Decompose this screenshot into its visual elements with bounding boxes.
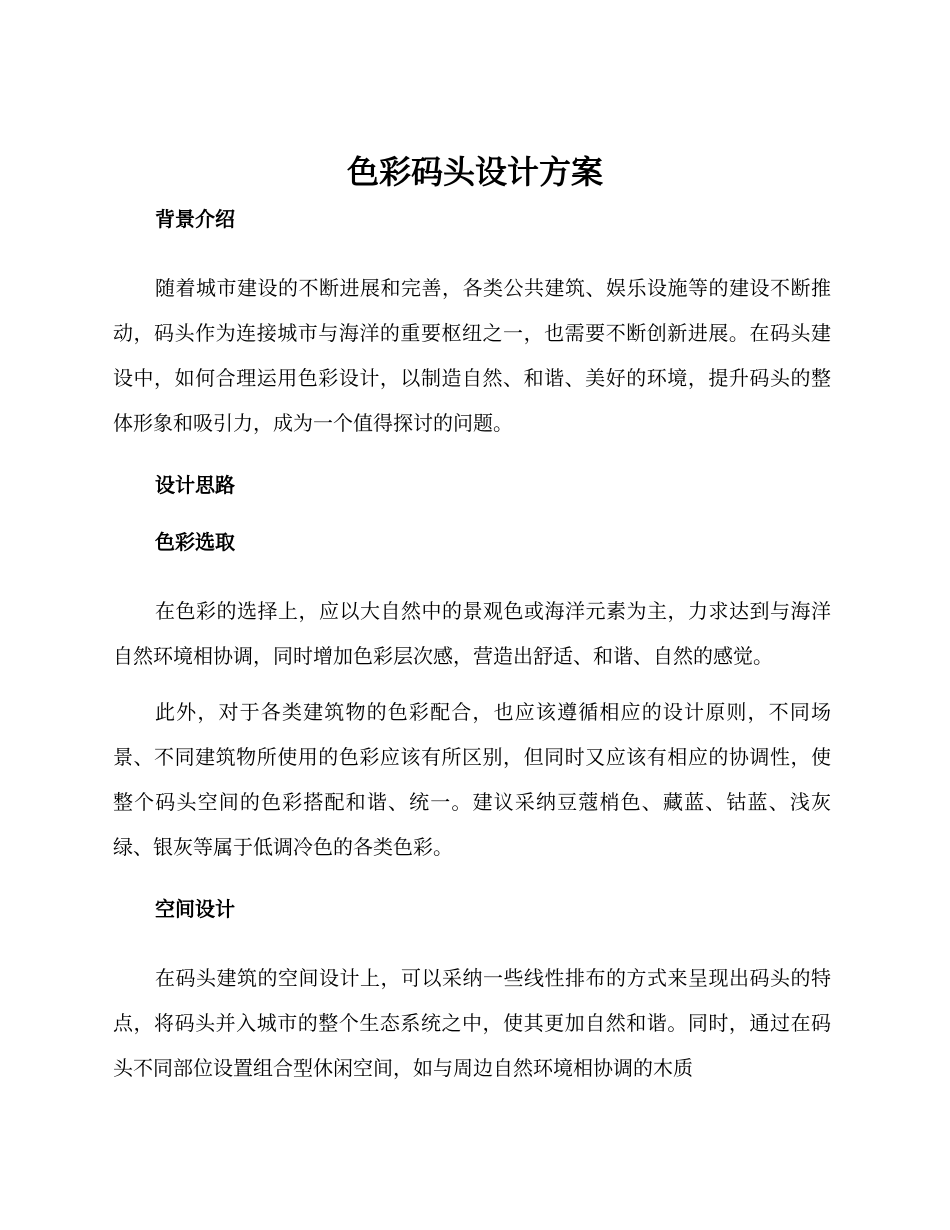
paragraph-background: 随着城市建设的不断进展和完善，各类公共建筑、娱乐设施等的建设不断推动，码头作为连接城市与海洋的重要枢纽之一，也需要不断创新进展。在码头建设中，如何合理运用色彩设计，以制造自然、和谐、美好的环境，提升码头的整体形象和吸引力，成为一个值得探讨的问题。 [113, 276, 831, 435]
paragraph-color-2: 此外，对于各类建筑物的色彩配合，也应该遵循相应的设计原则，不同场景、不同建筑物所使用的色彩应该有所区别，但同时又应该有相应的协调性，使整个码头空间的色彩搭配和谐、统一。建议采纳豆蔻梢色、藏蓝、钴蓝、浅灰绿、银灰等属于低调冷色的各类色彩。 [113, 700, 831, 859]
section-heading-space: 空间设计 [155, 897, 235, 921]
section-heading-background: 背景介绍 [155, 207, 235, 231]
page-title: 色彩码头设计方案 [346, 153, 603, 191]
section-heading-color: 色彩选取 [155, 530, 235, 554]
document-body [113, 204, 831, 1091]
paragraph-space: 在码头建筑的空间设计上，可以采纳一些线性排布的方式来呈现出码头的特点，将码头并入城市的整个生态系统之中，使其更加自然和谐。同时，通过在码头不同部位设置组合型休闲空间，如与周边自然环境相协调的木质 [113, 966, 831, 1080]
paragraph-color-1: 在色彩的选择上，应以大自然中的景观色或海洋元素为主，力求达到与海洋自然环境相协调，同时增加色彩层次感，营造出舒适、和谐、自然的感觉。 [113, 599, 831, 668]
section-heading-design-idea: 设计思路 [155, 473, 235, 497]
